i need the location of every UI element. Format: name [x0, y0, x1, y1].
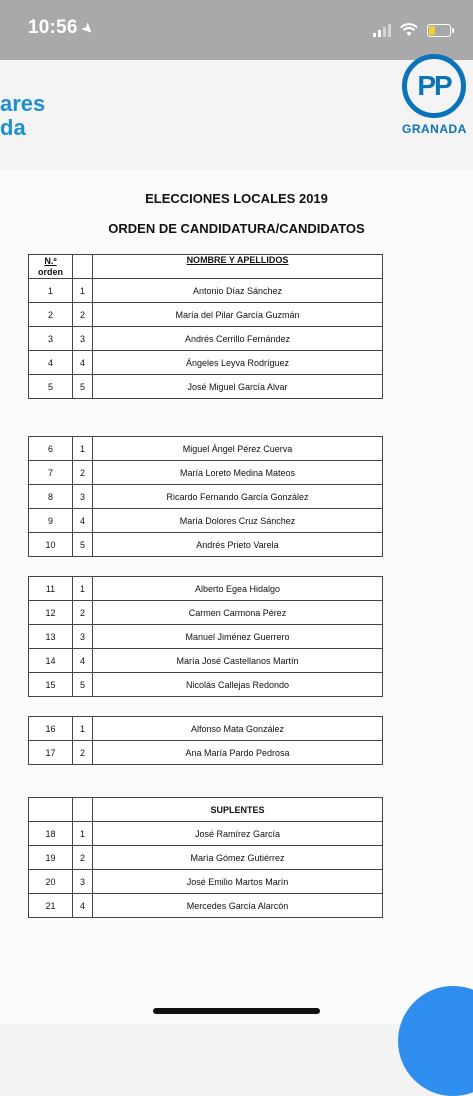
table-row: [29, 485, 383, 509]
position-cell: 3: [73, 327, 93, 351]
position-cell: 1: [73, 717, 93, 741]
table-row: [29, 461, 383, 485]
position-cell: 2: [73, 741, 93, 765]
candidate-name-cell: José Miguel García Alvar: [93, 375, 383, 399]
position-cell: 4: [73, 649, 93, 673]
candidate-name-cell: José Emilio Martos Marín: [93, 870, 383, 894]
order-number-cell: 16: [29, 717, 73, 741]
pp-logo: PP: [402, 54, 466, 118]
table-row: [29, 509, 383, 533]
order-number-cell: 12: [29, 601, 73, 625]
candidate-name-cell: María Gómez Gutiérrez: [93, 846, 383, 870]
suplentes-header-row: [29, 798, 383, 822]
order-number-cell: 1: [29, 279, 73, 303]
candidate-name-cell: María José Castellanos Martín: [93, 649, 383, 673]
order-header: N.º orden: [29, 255, 73, 279]
candidate-name-cell: Nicolás Callejas Redondo: [93, 673, 383, 697]
table-row: [29, 601, 383, 625]
table-row: [29, 894, 383, 918]
position-cell: 1: [73, 577, 93, 601]
table-row: [29, 327, 383, 351]
candidate-name-cell: Ángeles Leyva Rodríguez: [93, 351, 383, 375]
position-cell: 2: [73, 461, 93, 485]
position-cell: 1: [73, 279, 93, 303]
order-number-cell: 19: [29, 846, 73, 870]
candidate-name-cell: Ricardo Fernando García González: [93, 485, 383, 509]
table-row: [29, 533, 383, 557]
table-row: [29, 717, 383, 741]
candidates-table-block-4: [28, 716, 383, 765]
candidates-table-block-2: [28, 436, 383, 557]
table-row: [29, 437, 383, 461]
position-cell: 5: [73, 375, 93, 399]
logo-city: GRANADA: [402, 122, 467, 136]
table-row: [29, 870, 383, 894]
candidate-name-cell: José Ramírez García: [93, 822, 383, 846]
table-row: [29, 846, 383, 870]
candidate-name-cell: María Dolores Cruz Sánchez: [93, 509, 383, 533]
candidate-name-cell: Manuel Jiménez Guerrero: [93, 625, 383, 649]
position-cell: 4: [73, 894, 93, 918]
order-number-cell: 9: [29, 509, 73, 533]
position-cell: 3: [73, 485, 93, 509]
order-number-cell: 7: [29, 461, 73, 485]
position-cell: 5: [73, 673, 93, 697]
candidate-name-cell: Andrés Prieto Varela: [93, 533, 383, 557]
position-cell: 1: [73, 822, 93, 846]
cut-heading-top: ares: [0, 91, 46, 116]
suplentes-pos-spacer: [73, 798, 93, 822]
table-row: [29, 351, 383, 375]
candidates-table-block-1: [28, 254, 383, 399]
document-subtitle: ORDEN DE CANDIDATURA/CANDIDATOS: [108, 221, 365, 236]
order-number-cell: 14: [29, 649, 73, 673]
document-title: ELECCIONES LOCALES 2019: [145, 191, 328, 206]
position-cell: 4: [73, 351, 93, 375]
table-row: [29, 822, 383, 846]
order-number-cell: 11: [29, 577, 73, 601]
table-row: [29, 279, 383, 303]
table-row: [29, 625, 383, 649]
candidate-name-cell: Alberto Egea Hidalgo: [93, 577, 383, 601]
table-row: [29, 741, 383, 765]
candidate-name-cell: Mercedes García Alarcón: [93, 894, 383, 918]
position-cell: 2: [73, 601, 93, 625]
status-bar: [0, 0, 473, 60]
wifi-icon: [400, 23, 418, 37]
candidate-name-cell: María del Pilar García Guzmán: [93, 303, 383, 327]
table-row: [29, 649, 383, 673]
order-number-cell: 10: [29, 533, 73, 557]
candidates-table-block-3: [28, 576, 383, 697]
suplentes-order-spacer: [29, 798, 73, 822]
candidate-name-cell: Carmen Carmona Pérez: [93, 601, 383, 625]
header-spacer-cell: [73, 255, 93, 279]
order-number-cell: 8: [29, 485, 73, 509]
position-cell: 5: [73, 533, 93, 557]
order-number-cell: 20: [29, 870, 73, 894]
order-number-cell: 17: [29, 741, 73, 765]
order-number-cell: 6: [29, 437, 73, 461]
position-cell: 2: [73, 846, 93, 870]
name-header: NOMBRE Y APELLIDOS: [93, 255, 383, 279]
suplentes-table: [28, 797, 383, 918]
suplentes-header: SUPLENTES: [93, 798, 383, 822]
position-cell: 1: [73, 437, 93, 461]
order-number-cell: 13: [29, 625, 73, 649]
order-number-cell: 18: [29, 822, 73, 846]
status-icons: [373, 21, 451, 39]
position-cell: 2: [73, 303, 93, 327]
table-row: [29, 577, 383, 601]
status-time: 10:56➤: [28, 17, 97, 38]
candidate-name-cell: Alfonso Mata González: [93, 717, 383, 741]
candidate-name-cell: Andrés Cerrillo Fernández: [93, 327, 383, 351]
position-cell: 3: [73, 625, 93, 649]
order-number-cell: 5: [29, 375, 73, 399]
location-arrow-icon: ➤: [78, 19, 97, 38]
candidate-name-cell: Miguel Ángel Pérez Cuerva: [93, 437, 383, 461]
table-row: [29, 303, 383, 327]
order-number-cell: 15: [29, 673, 73, 697]
candidate-name-cell: Antonio Díaz Sánchez: [93, 279, 383, 303]
order-number-cell: 4: [29, 351, 73, 375]
battery-icon: [427, 24, 451, 37]
candidate-name-cell: Ana María Pardo Pedrosa: [93, 741, 383, 765]
position-cell: 4: [73, 509, 93, 533]
table-header-row: [29, 255, 383, 279]
table-row: [29, 375, 383, 399]
position-cell: 3: [73, 870, 93, 894]
cut-heading-bottom: da: [0, 115, 26, 140]
order-number-cell: 21: [29, 894, 73, 918]
candidate-name-cell: María Loreto Medina Mateos: [93, 461, 383, 485]
cellular-signal-icon: [373, 24, 391, 37]
table-row: [29, 673, 383, 697]
order-number-cell: 2: [29, 303, 73, 327]
order-number-cell: 3: [29, 327, 73, 351]
home-indicator[interactable]: [153, 1008, 320, 1014]
document-header: [0, 60, 473, 170]
